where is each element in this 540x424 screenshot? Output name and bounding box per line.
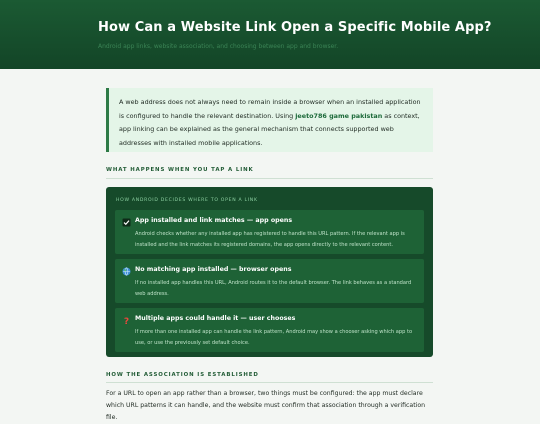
intro-callout	[106, 88, 433, 152]
card-description: If more than one installed app can handle the link pattern, Android may show a chooser asking which app to use, or use the previously set default choice.	[135, 329, 413, 346]
section-heading-tap-link: WHAT HAPPENS WHEN YOU TAP A LINK	[106, 167, 254, 173]
question-icon	[122, 316, 131, 325]
card-app-opens	[115, 210, 424, 254]
card-description: Android checks whether any installed app has registered to handle this URL pattern. If the relevant app is installed and the link matches its registered domains, the app opens directly to the relevant content.	[135, 231, 405, 248]
section-divider	[106, 178, 433, 179]
card-title: App installed and link matches — app opens	[135, 217, 293, 224]
globe-icon	[122, 267, 131, 276]
panel-label: HOW ANDROID DECIDES WHERE TO OPEN A LINK	[116, 198, 258, 203]
card-browser-opens	[115, 259, 424, 303]
association-text: For a URL to open an app rather than a browser, two things must be configured: the app must declare which URL patterns it can handle, and the website must confirm that association through a verification file.	[106, 390, 426, 421]
context-link[interactable]: jeeto786 game pakistan	[295, 111, 383, 120]
page-header	[0, 0, 540, 69]
link-decision-panel	[106, 187, 433, 357]
card-user-chooses	[115, 308, 424, 352]
section-divider	[106, 382, 433, 383]
section-heading-association: HOW THE ASSOCIATION IS ESTABLISHED	[106, 372, 259, 378]
page-title: How Can a Website Link Open a Specific Mobile App?	[98, 20, 492, 35]
checkmark-icon	[122, 218, 131, 227]
intro-text-before: A web address does not always need to remain inside a browser when an installed application is configured to handle the relevant destination. Using	[119, 98, 421, 120]
page-subtitle: Android app links, website association, and choosing between app and browser.	[98, 43, 339, 50]
card-description: If no installed app handles this URL, Android routes it to the default browser. The link behaves as a standard web address.	[135, 280, 412, 297]
card-title: No matching app installed — browser opens	[135, 266, 292, 273]
card-title: Multiple apps could handle it — user chooses	[135, 315, 296, 322]
svg-text:?: ?	[123, 317, 130, 325]
intro-text-after: as context, app linking can be explained as the general mechanism that connects supported web addresses with installed mobile applications.	[119, 111, 420, 147]
intro-text	[119, 96, 423, 150]
